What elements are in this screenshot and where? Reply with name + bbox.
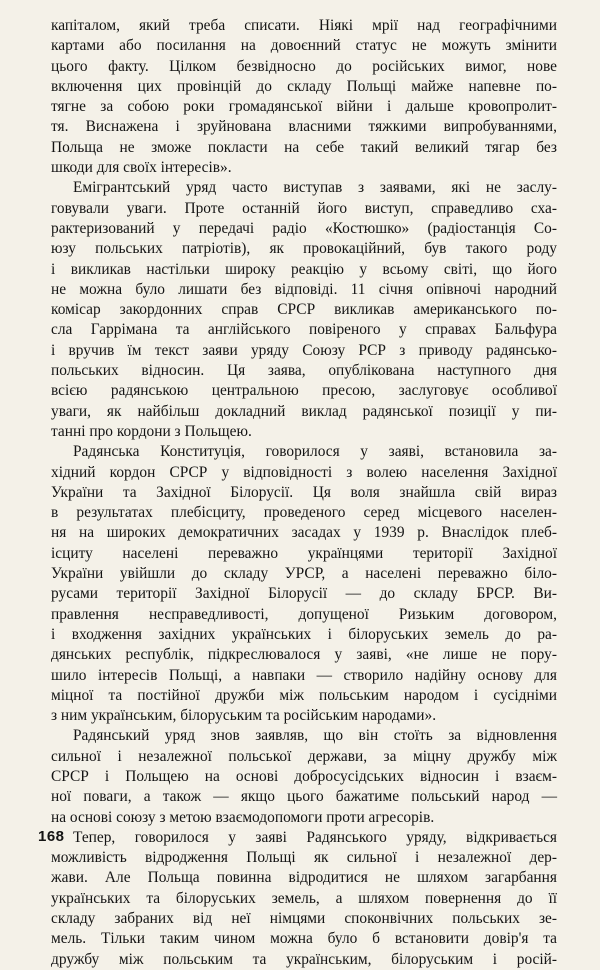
text-line: і входження західних українських і білоруських земель до ра- [51,625,557,643]
text-line: і вручив їм текст заяви уряду Союзу РСР з приводу радянсько- [51,341,557,359]
text-line: рактеризований у передачі радіо «Костюшко» (радіостанція Со- [51,219,557,237]
text-line: ної поваги, а також — якщо цього бажатиме польський народ — [51,788,557,806]
text-line: СРСР і Польщею на основі добросусідських відносин і взаєм- [51,767,557,785]
text-line: дружбу між польським та українським, білоруським і росій- [51,950,557,968]
paragraph [51,178,557,442]
text-line: картами або посилання на довоєнний статус не можуть змінити [51,37,557,55]
text-line: на основі союзу з метою взаємодопомоги проти агресорів. [51,808,435,826]
text-line: Радянська Конституція, говорилося у заяві, встановила за- [73,443,557,461]
text-line: тя. Виснажена і зруйнована власними тяжкими випробуваннями, [51,118,557,136]
text-line: уваги, як найбільш докладний виклад радянської позиції у пи- [51,402,557,420]
text-line: мель. Тільки таким чином можна було б встановити довір'я та [51,930,557,948]
text-line: шкоди для своїх інтересів». [51,159,232,177]
text-line: українських та білоруських земель, а шляхом повернення до її [51,889,557,907]
text-line: включення цих провінцій до складу Польщі майже напевне по- [51,77,557,95]
text-line: русами території Західної Білорусії — до складу БРСР. Ви- [51,585,557,603]
page-body [51,16,557,970]
text-line: польських відносин. Ця заява, опублікована наступного дня [51,362,557,380]
text-line: комісар закордонних справ СРСР викликав американського по- [51,301,557,319]
text-line: Польща не зможе покласти на себе такий великий тягар без [51,138,557,156]
text-line: і викликав настільки широку реакцію у всьому світі, що його [51,260,557,278]
text-line: говували уваги. Проте останній його виступ, справедливо сха- [51,199,557,217]
text-line: можливість відродження Польщі як сильної і незалежної дер- [51,849,557,867]
text-line: тягне за собою роки громадянської війни і дальше кровопролит- [51,98,557,116]
text-line: України та Західної Білорусії. Ця воля знайшла свій вираз [51,483,557,501]
text-line: сильної і незалежної польської держави, за міцну дружбу між [51,747,557,765]
text-line: капіталом, який треба списати. Ніякі мрії над географічними [51,17,557,34]
text-line: дянських республік, підкреслювалося у заяві, «не лише не пору- [51,646,557,664]
text-line: ня на широких демократичних засадах у 1939 р. Внаслідок плеб- [51,524,557,542]
paragraph [51,16,557,178]
text-line: Емігрантський уряд часто виступав з заявами, які не заслу- [73,179,557,197]
text-line: хідний кордон СРСР у відповідності з волею населення Західної [51,463,557,481]
text-line: не можна було лишати без відповіді. 11 січня опівночі народний [51,280,557,298]
text-line: в результатах плебісциту, проведеного серед місцевого населен- [51,504,557,522]
paragraph [51,828,557,970]
text-line: танні про кордони з Польщею. [51,422,252,440]
text-line: цього факту. Цілком безвідносно до російських вимог, нове [51,57,557,75]
text-line: міцної та постійної дружби між польським народом і сусідніми [51,686,557,704]
text-line: Радянський уряд знов заявляв, що він стоїть за відновлення [73,727,557,745]
text-line: правлення несправедливості, допущеної Ризьким договором, [51,605,557,623]
page-number: 168 [38,828,65,845]
text-line: ісциту населені переважно українцями території Західної [51,544,557,562]
text-line: складу забраних від неї німцями споконвічних польських зе- [51,910,557,928]
text-line: жави. Але Польща повинна відродитися не шляхом загарбання [51,869,557,887]
text-line: Тепер, говорилося у заяві Радянського уряду, відкривається [73,828,557,846]
text-line: України увійшли до складу УРСР, а населені переважно біло- [51,565,557,583]
paragraph [51,442,557,726]
paragraph [51,726,557,827]
text-line: юзу польських патріотів), як провокаційний, був такого роду [51,240,557,258]
text-line: всією радянською центральною пресою, заслуговує особливої [51,382,557,400]
text-line: з ним українським, білоруським та російським народами». [51,707,437,725]
text-line: шило інтересів Польщі, а навпаки — створило надійну основу для [51,666,557,684]
text-line: сла Гаррімана та англійського повіреного у справах Бальфура [51,321,557,339]
